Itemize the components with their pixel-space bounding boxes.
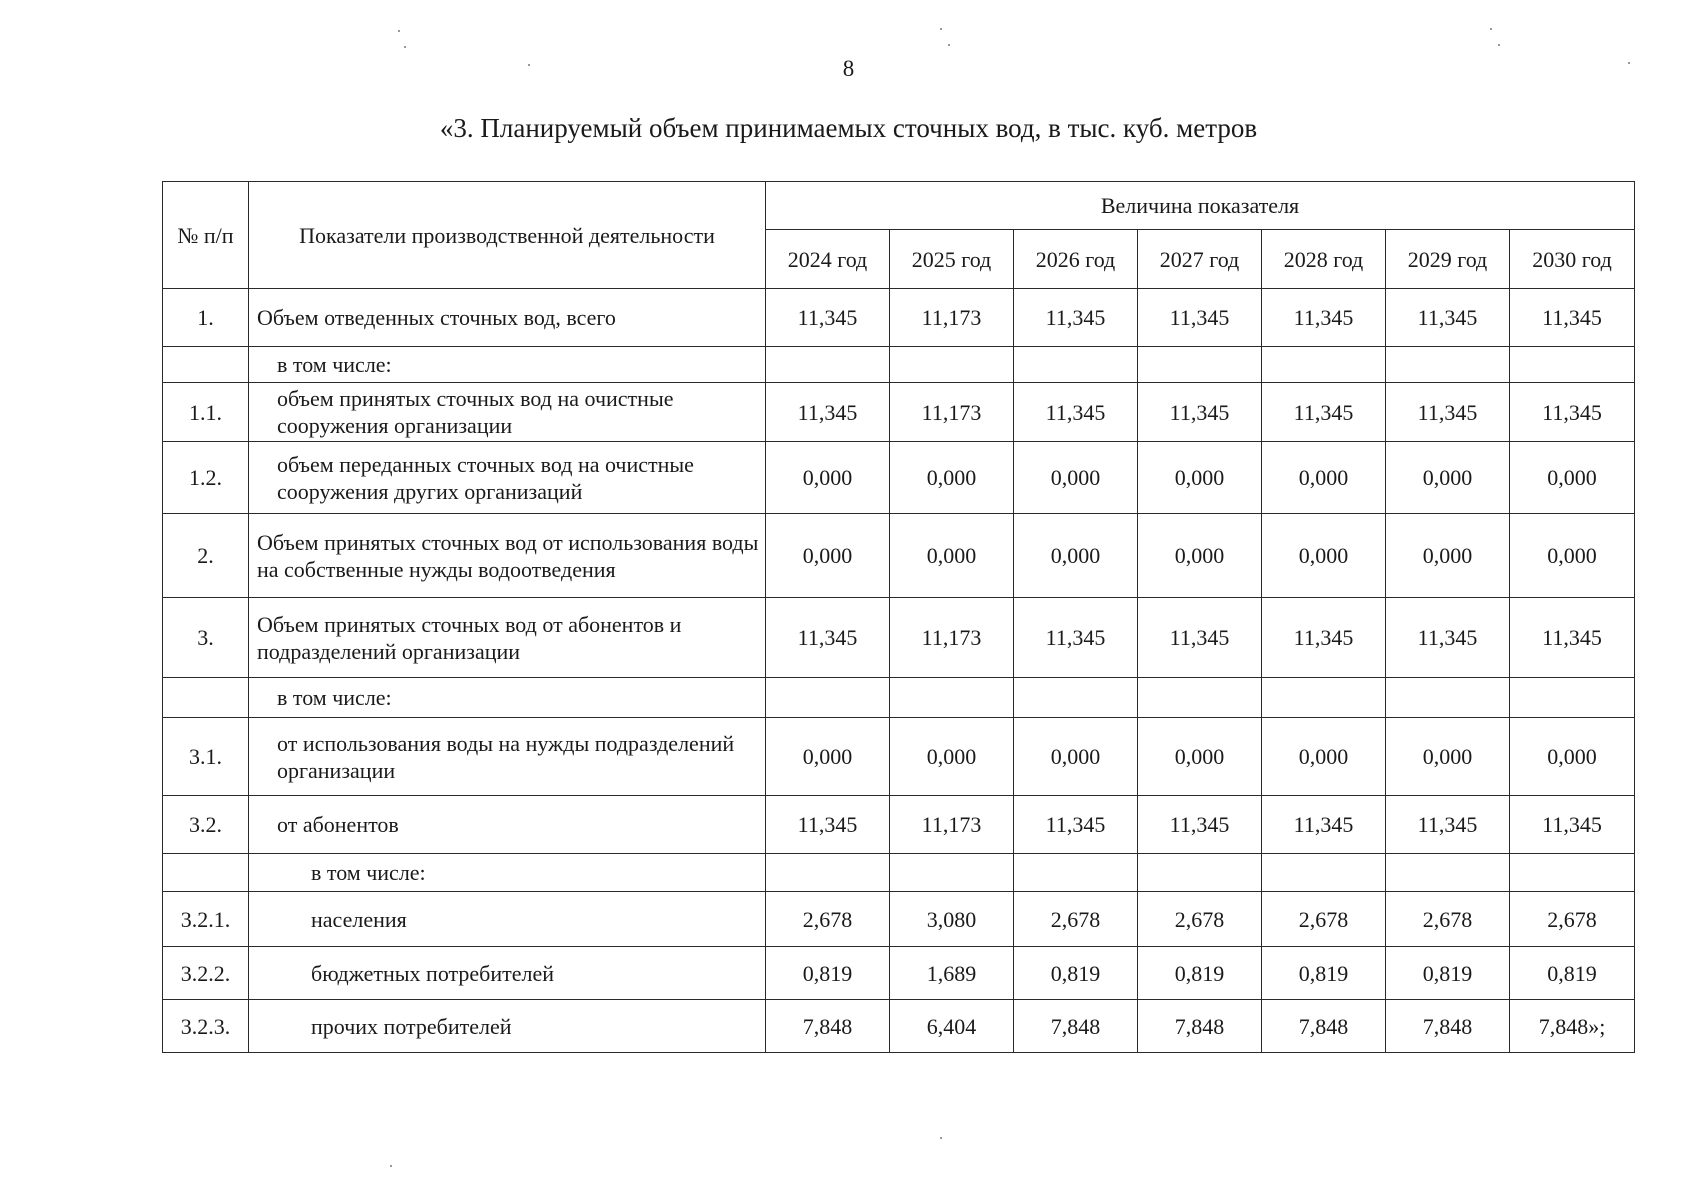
row-value-2030: 11,345: [1510, 289, 1635, 347]
row-number: 3.2.2.: [163, 947, 249, 1000]
row-value-2027: 11,345: [1138, 796, 1262, 854]
row-value-2024: 0,000: [766, 718, 890, 796]
row-value-2028: 2,678: [1262, 892, 1386, 947]
row-indicator-label: от использования воды на нужды подразделений организации: [249, 718, 766, 796]
table-row: [163, 347, 1635, 383]
row-value-2025: 11,173: [890, 383, 1014, 442]
scan-speck: [390, 1165, 392, 1167]
row-value-2027: 0,000: [1138, 514, 1262, 598]
row-value-2025: 3,080: [890, 892, 1014, 947]
row-value-2027: 11,345: [1138, 598, 1262, 678]
header-indicator-text: Показатели производственной деятельности: [299, 222, 715, 248]
row-value-2029: 0,000: [1386, 442, 1510, 514]
document-title: «3. Планируемый объем принимаемых сточных вод, в тыс. куб. метров: [439, 113, 1258, 143]
row-value-2024: 11,345: [766, 383, 890, 442]
row-value-2030: 0,819: [1510, 947, 1635, 1000]
row-value-2024: 7,848: [766, 1000, 890, 1053]
row-value-2030: [1510, 854, 1635, 892]
row-value-2026: 11,345: [1014, 598, 1138, 678]
row-value-2029: 2,678: [1386, 892, 1510, 947]
row-value-2025: 1,689: [890, 947, 1014, 1000]
table-row: [163, 514, 1635, 598]
row-value-2025: [890, 854, 1014, 892]
row-value-2030: 11,345: [1510, 796, 1635, 854]
row-value-2027: [1138, 347, 1262, 383]
row-value-2026: 0,000: [1014, 718, 1138, 796]
row-value-2030: [1510, 678, 1635, 718]
row-value-2029: 0,819: [1386, 947, 1510, 1000]
row-value-2025: [890, 347, 1014, 383]
row-value-2030: 11,345: [1510, 383, 1635, 442]
header-year-2029: 2029 год: [1386, 230, 1510, 289]
row-number: 1.2.: [163, 442, 249, 514]
row-value-2028: 0,819: [1262, 947, 1386, 1000]
row-indicator-label: бюджетных потребителей: [249, 947, 766, 1000]
header-indicator: [249, 182, 766, 289]
scan-speck: [948, 44, 950, 46]
row-value-2027: 0,819: [1138, 947, 1262, 1000]
table-body: [163, 289, 1635, 1053]
row-value-2024: [766, 678, 890, 718]
header-year-2028: 2028 год: [1262, 230, 1386, 289]
row-value-2028: 11,345: [1262, 796, 1386, 854]
row-number: 3.2.3.: [163, 1000, 249, 1053]
row-value-2028: 11,345: [1262, 383, 1386, 442]
row-indicator-label: прочих потребителей: [249, 1000, 766, 1053]
scan-speck: [940, 28, 942, 30]
scan-speck: [1628, 62, 1630, 64]
table-row: [163, 289, 1635, 347]
row-value-2025: 0,000: [890, 718, 1014, 796]
row-value-2027: [1138, 678, 1262, 718]
row-value-2024: [766, 347, 890, 383]
table-header: [163, 182, 1635, 289]
row-value-2030: 2,678: [1510, 892, 1635, 947]
row-indicator-label: в том числе:: [249, 854, 766, 892]
row-value-2028: [1262, 854, 1386, 892]
row-value-2024: 2,678: [766, 892, 890, 947]
row-value-2030: 11,345: [1510, 598, 1635, 678]
scan-speck: [940, 1137, 942, 1139]
row-value-2029: 0,000: [1386, 514, 1510, 598]
row-value-2024: 11,345: [766, 598, 890, 678]
row-value-2028: [1262, 347, 1386, 383]
wastewater-table-container: [162, 181, 1634, 1053]
row-number: 1.: [163, 289, 249, 347]
row-value-2028: 0,000: [1262, 718, 1386, 796]
row-indicator-label: Объем принятых сточных вод от использования воды на собственные нужды водоотведения: [249, 514, 766, 598]
row-value-2026: 0,000: [1014, 514, 1138, 598]
row-value-2026: [1014, 347, 1138, 383]
row-value-2030: [1510, 347, 1635, 383]
row-value-2026: 0,000: [1014, 442, 1138, 514]
row-value-2027: 7,848: [1138, 1000, 1262, 1053]
row-value-2025: 0,000: [890, 442, 1014, 514]
row-value-2026: 11,345: [1014, 796, 1138, 854]
scan-speck: [404, 46, 406, 48]
row-value-2029: 11,345: [1386, 383, 1510, 442]
row-value-2025: 11,173: [890, 289, 1014, 347]
row-value-2027: 0,000: [1138, 718, 1262, 796]
table-row: [163, 383, 1635, 442]
header-row-number: № п/п: [163, 182, 249, 289]
row-value-2028: 11,345: [1262, 598, 1386, 678]
row-number: 3.: [163, 598, 249, 678]
row-value-2024: 11,345: [766, 796, 890, 854]
row-value-2025: 0,000: [890, 514, 1014, 598]
table-row: [163, 892, 1635, 947]
row-value-2030: 0,000: [1510, 718, 1635, 796]
row-number: [163, 854, 249, 892]
row-value-2025: 6,404: [890, 1000, 1014, 1053]
row-indicator-label: населения: [249, 892, 766, 947]
row-number: 3.2.: [163, 796, 249, 854]
row-indicator-label: объем принятых сточных вод на очистные сооружения организации: [249, 383, 766, 442]
row-value-2026: [1014, 854, 1138, 892]
row-value-2026: 11,345: [1014, 289, 1138, 347]
row-value-2025: 11,173: [890, 796, 1014, 854]
row-value-2028: 0,000: [1262, 442, 1386, 514]
table-row: [163, 947, 1635, 1000]
row-value-2026: [1014, 678, 1138, 718]
row-value-2024: 11,345: [766, 289, 890, 347]
row-value-2028: 7,848: [1262, 1000, 1386, 1053]
row-value-2029: [1386, 854, 1510, 892]
row-value-2025: [890, 678, 1014, 718]
table-row: [163, 1000, 1635, 1053]
page-number: 8: [842, 56, 855, 81]
row-value-2027: [1138, 854, 1262, 892]
row-value-2029: 0,000: [1386, 718, 1510, 796]
row-number: 1.1.: [163, 383, 249, 442]
row-value-2030: 7,848»;: [1510, 1000, 1635, 1053]
header-year-2030: 2030 год: [1510, 230, 1635, 289]
scan-speck: [528, 64, 530, 66]
table-row: [163, 678, 1635, 718]
header-year-2025: 2025 год: [890, 230, 1014, 289]
row-indicator-label: в том числе:: [249, 347, 766, 383]
row-value-2029: 11,345: [1386, 796, 1510, 854]
scan-speck: [1498, 44, 1500, 46]
row-value-2030: 0,000: [1510, 442, 1635, 514]
row-number: 3.2.1.: [163, 892, 249, 947]
row-value-2029: 11,345: [1386, 289, 1510, 347]
row-indicator-label: Объем отведенных сточных вод, всего: [249, 289, 766, 347]
wastewater-volume-table: [162, 181, 1635, 1053]
row-value-2026: 0,819: [1014, 947, 1138, 1000]
row-value-2028: 11,345: [1262, 289, 1386, 347]
row-value-2026: 11,345: [1014, 383, 1138, 442]
row-value-2029: [1386, 678, 1510, 718]
header-value-group: Величина показателя: [766, 182, 1635, 230]
row-value-2025: 11,173: [890, 598, 1014, 678]
table-row: [163, 442, 1635, 514]
row-value-2028: 0,000: [1262, 514, 1386, 598]
row-value-2027: 0,000: [1138, 442, 1262, 514]
row-value-2027: 11,345: [1138, 289, 1262, 347]
row-value-2030: 0,000: [1510, 514, 1635, 598]
row-value-2026: 7,848: [1014, 1000, 1138, 1053]
row-number: [163, 347, 249, 383]
row-value-2027: 2,678: [1138, 892, 1262, 947]
row-value-2027: 11,345: [1138, 383, 1262, 442]
row-value-2028: [1262, 678, 1386, 718]
row-value-2024: 0,000: [766, 442, 890, 514]
row-indicator-label: Объем принятых сточных вод от абонентов и подразделений организации: [249, 598, 766, 678]
scan-speck: [398, 30, 400, 32]
row-value-2024: 0,000: [766, 514, 890, 598]
row-value-2024: [766, 854, 890, 892]
table-row: [163, 718, 1635, 796]
table-row: [163, 796, 1635, 854]
row-value-2024: 0,819: [766, 947, 890, 1000]
row-indicator-label: в том числе:: [249, 678, 766, 718]
row-value-2029: [1386, 347, 1510, 383]
header-year-2024: 2024 год: [766, 230, 890, 289]
row-value-2026: 2,678: [1014, 892, 1138, 947]
scan-speck: [1490, 28, 1492, 30]
row-number: [163, 678, 249, 718]
row-value-2029: 7,848: [1386, 1000, 1510, 1053]
table-row: [163, 854, 1635, 892]
row-indicator-label: объем переданных сточных вод на очистные сооружения других организаций: [249, 442, 766, 514]
row-number: 2.: [163, 514, 249, 598]
header-year-2027: 2027 год: [1138, 230, 1262, 289]
row-value-2029: 11,345: [1386, 598, 1510, 678]
table-row: [163, 598, 1635, 678]
header-year-2026: 2026 год: [1014, 230, 1138, 289]
row-indicator-label: от абонентов: [249, 796, 766, 854]
row-number: 3.1.: [163, 718, 249, 796]
